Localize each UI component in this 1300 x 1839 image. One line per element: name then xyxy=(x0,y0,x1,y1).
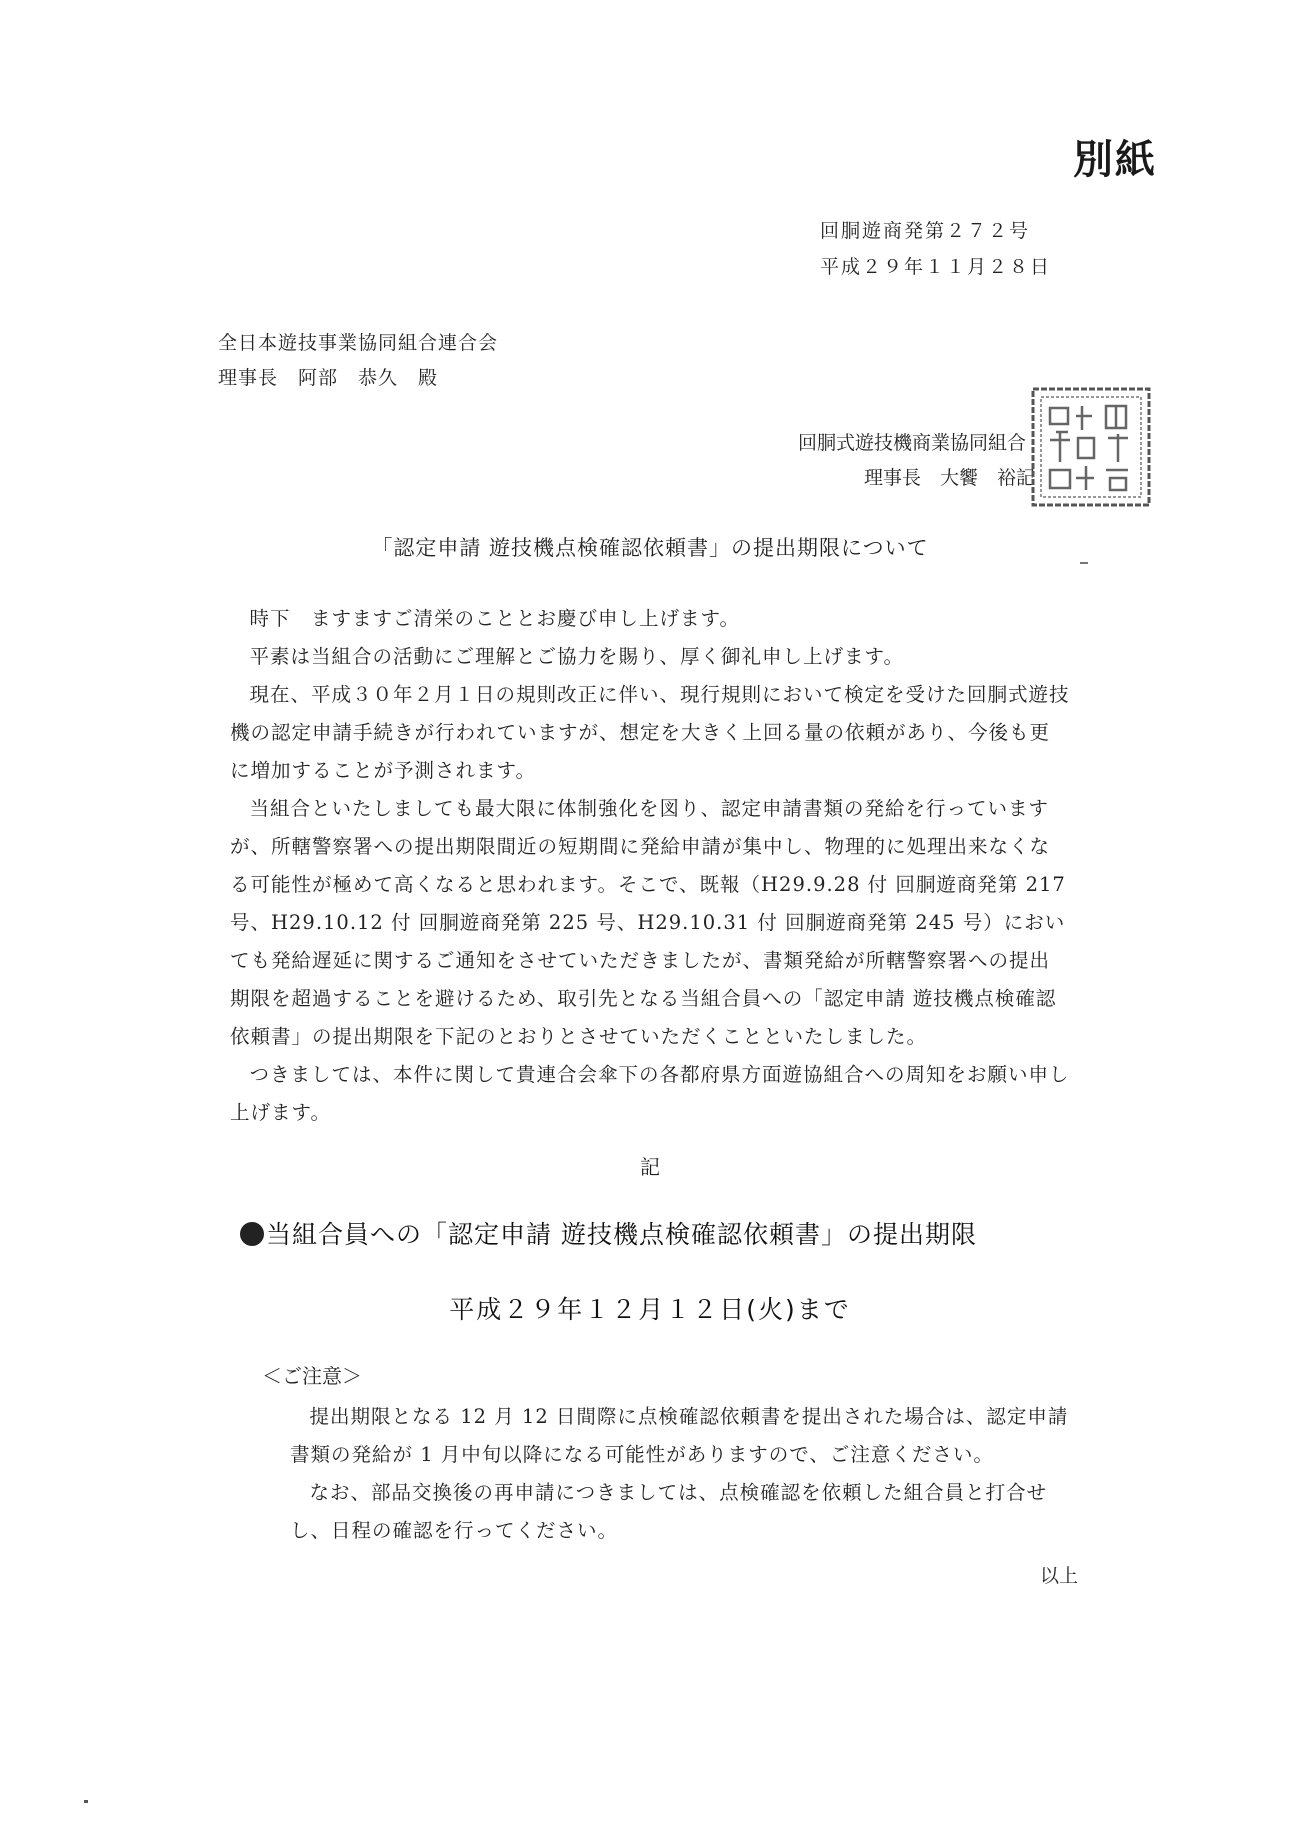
item-heading-text: 当組合員への「認定申請 遊技機点検確認依頼書」の提出期限 xyxy=(266,1220,977,1249)
addressee-organization: 全日本遊技事業協同組合連合会 xyxy=(218,332,499,354)
deadline-date: 平成２９年１２月１２日(火)まで xyxy=(449,1295,851,1324)
reference-number: 回胴遊商発第２７２号 xyxy=(820,220,1031,242)
closing-mark: 以上 xyxy=(1039,1565,1078,1587)
body-paragraph: 当組合といたしましても最大限に体制強化を図り、認定申請書類の発給を行っていますが、所轄警察署への提出期限間近の短期間に発給申請が集中し、物理的に処理出来なくなる可能性が極めて高くなると思われます。そこで、既報（H29.9.28 付 回胴遊商発第 217 号、H29.10.12 付 回胴遊商発第 225 号、H29.10.31 付 回胴遊商発第 245 号）においても発給遅延に関するご通知をさせていただきましたが、書類発給が所轄警察署への提出期限を超過することを避けるため、取引先となる当組合員への「認定申請 遊技機点検確認依頼書」の提出期限を下記のとおりとさせていただくことといたしました。 xyxy=(230,797,1066,1048)
attachment-label: 別紙 xyxy=(1073,136,1157,183)
document-date: 平成２９年１１月２８日 xyxy=(820,256,1052,278)
addressee-person: 理事長 阿部 恭久 殿 xyxy=(218,367,439,389)
body-paragraph: 現在、平成３０年２月１日の規則改正に伴い、現行規則において検定を受けた回胴式遊技機の認定申請手続きが行われていますが、想定を大きく上回る量の依頼があり、今後も更に増加することが予測されます。 xyxy=(230,683,1070,782)
notice-paragraph: なお、部品交換後の再申請につきましては、点検確認を依頼した組合員と打合せし、日程の確認を行ってください。 xyxy=(290,1481,1048,1542)
sender-organization: 回胴式遊技機商業協同組合 xyxy=(798,432,1027,454)
subject-heading: 「認定申請 遊技機点検確認依頼書」の提出期限について xyxy=(371,536,929,560)
body-paragraph: 平素は当組合の活動にご理解とご協力を賜り、厚く御礼申し上げます。 xyxy=(249,645,904,668)
official-seal-stamp xyxy=(1030,386,1152,508)
sender-person: 理事長 大饗 裕記 xyxy=(864,467,1036,489)
scan-speck xyxy=(84,1800,88,1803)
notice-text xyxy=(290,1398,1080,1550)
item-heading xyxy=(240,1215,977,1251)
body-text xyxy=(230,600,1070,1132)
scan-speck xyxy=(1080,562,1088,564)
body-paragraph: 時下 ますますご清栄のこととお慶び申し上げます。 xyxy=(249,607,740,630)
circled-mark-icon xyxy=(240,1222,264,1246)
ki-marker: 記 xyxy=(640,1155,660,1179)
body-paragraph: つきましては、本件に関して貴連合会傘下の各都府県方面遊協組合への周知をお願い申し上げます。 xyxy=(230,1063,1070,1124)
notice-label: ＜ご注意＞ xyxy=(262,1364,362,1388)
notice-paragraph: 提出期限となる 12 月 12 日間際に点検確認依頼書を提出された場合は、認定申請書類の発給が 1 月中旬以降になる可能性がありますので、ご注意ください。 xyxy=(290,1405,1069,1466)
